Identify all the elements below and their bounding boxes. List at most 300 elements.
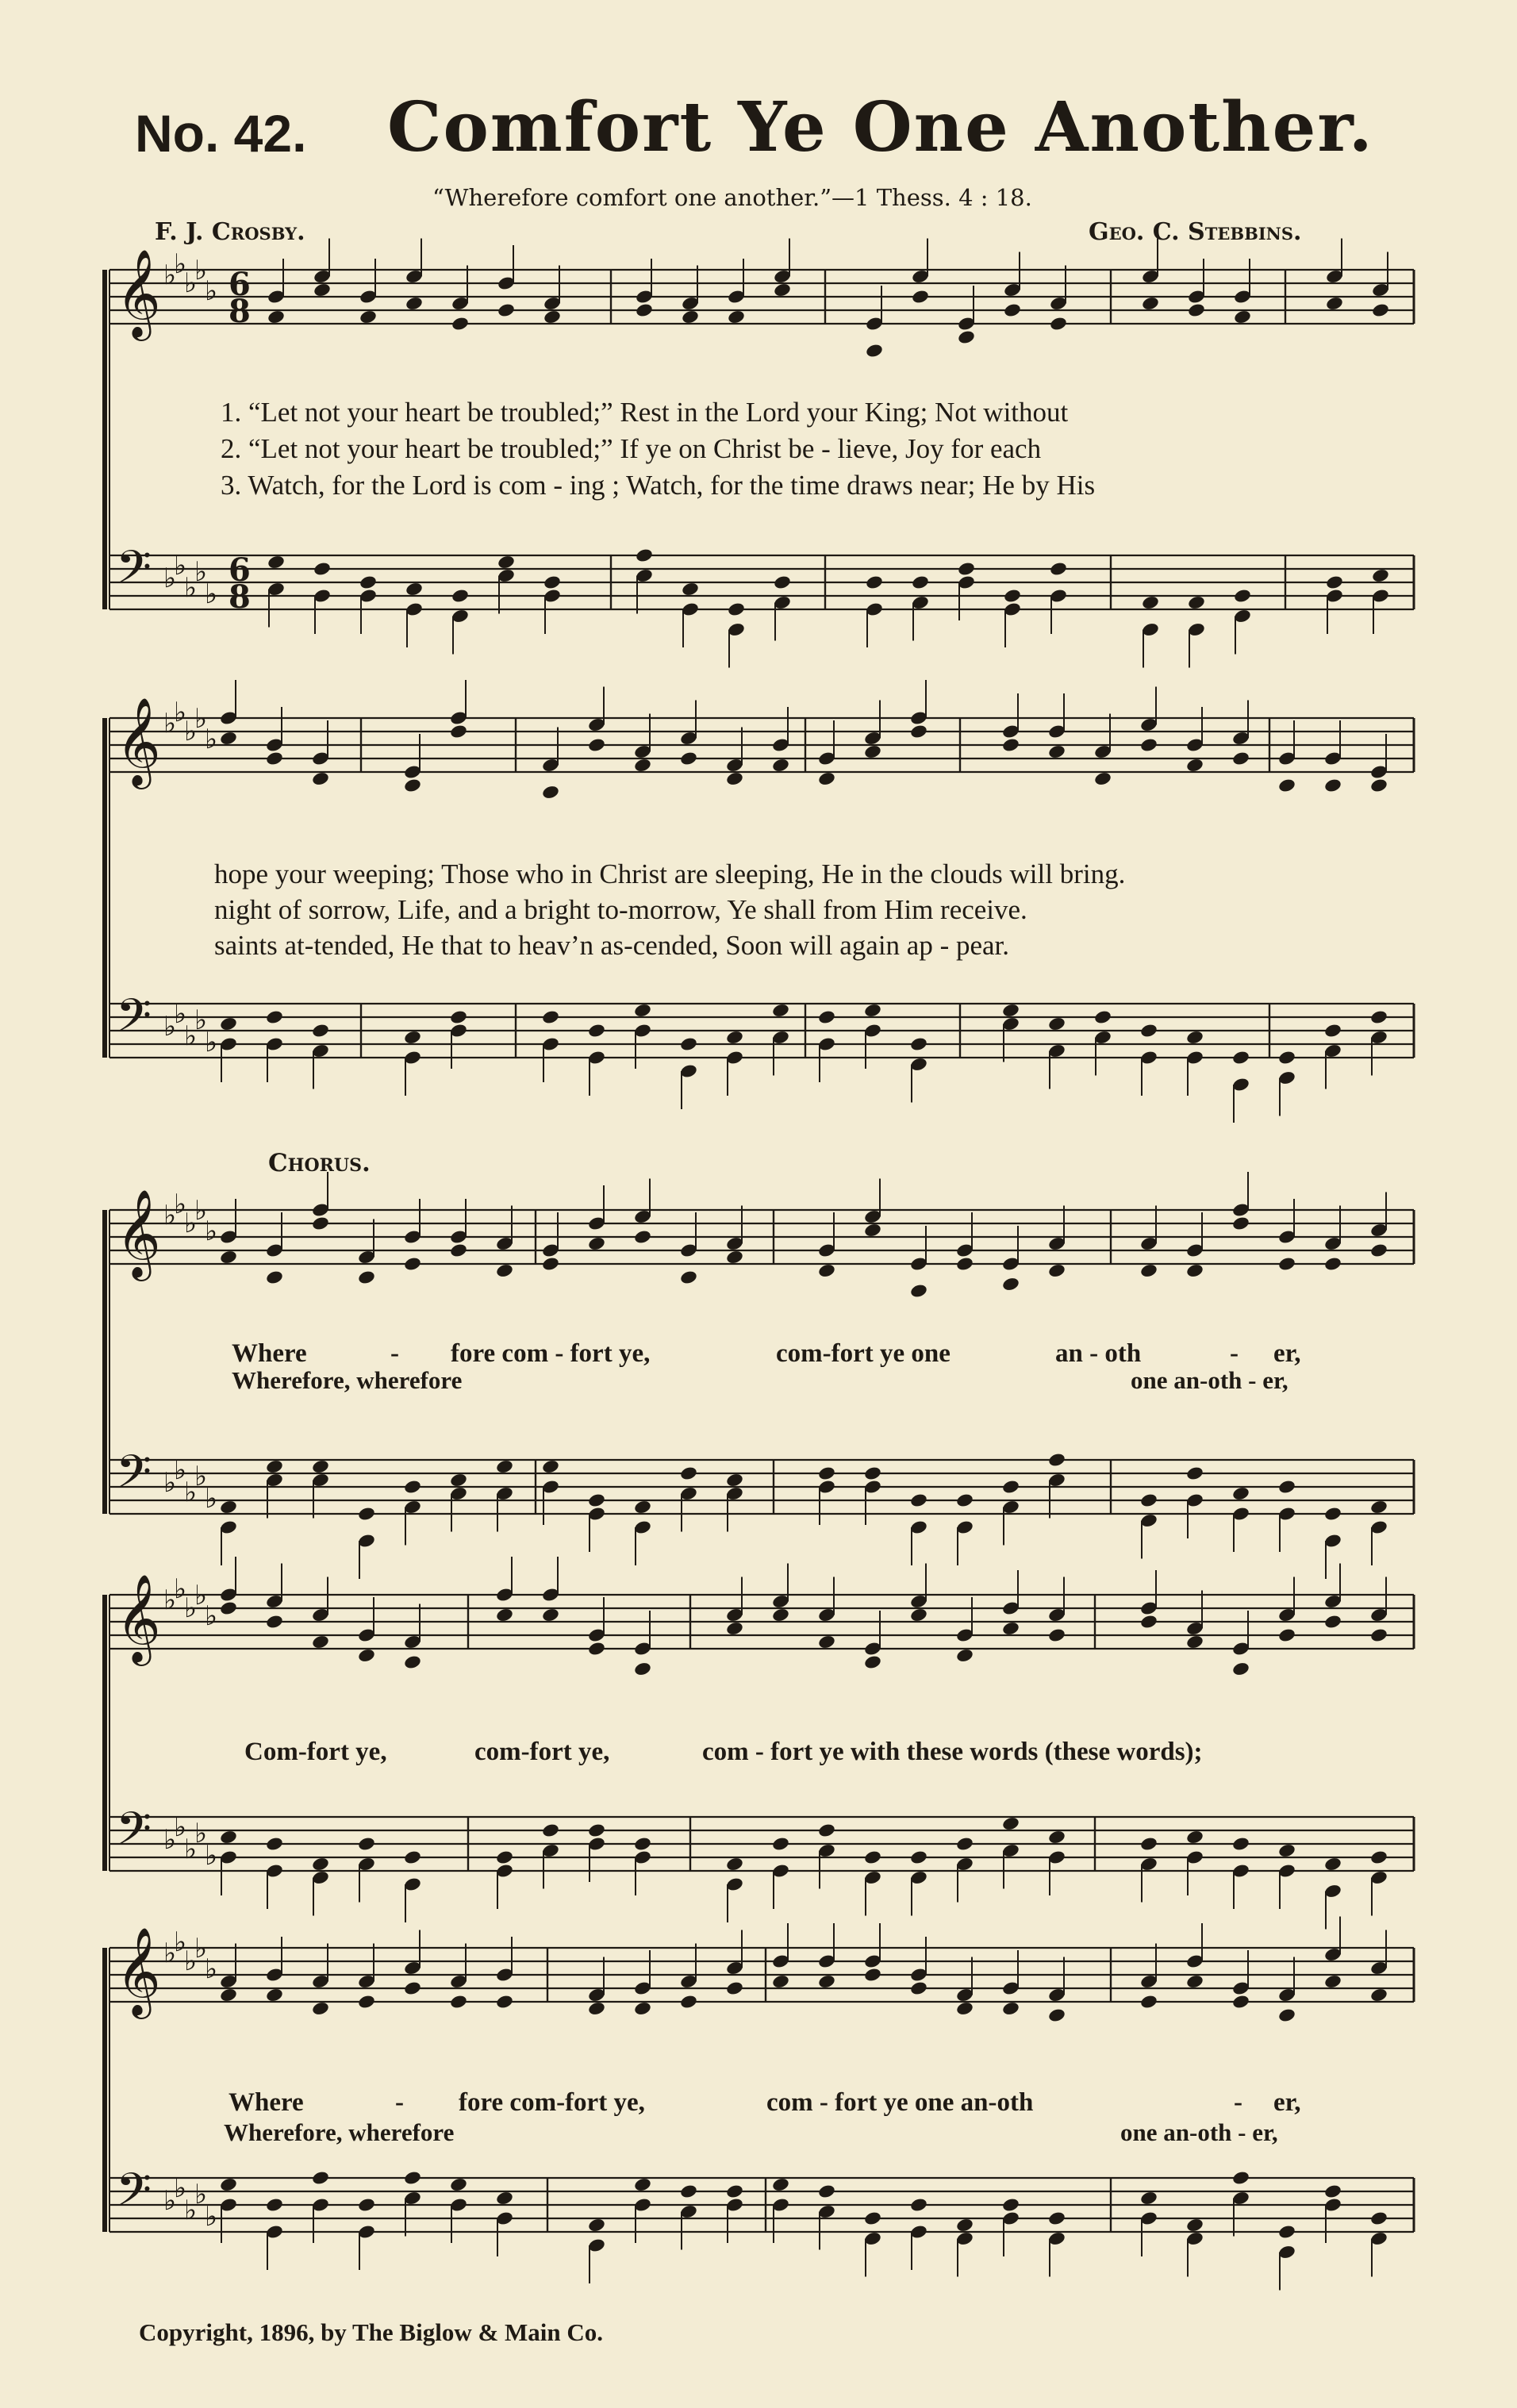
flat-sign: ♭ xyxy=(174,550,187,582)
note-head xyxy=(1323,1614,1342,1630)
flat-sign: ♭ xyxy=(184,1945,198,1977)
chorus-1-dash-2: - xyxy=(1230,1339,1239,1368)
note-head xyxy=(817,1974,836,1990)
note-head xyxy=(1141,595,1160,611)
note-head xyxy=(449,724,468,739)
note-head xyxy=(451,588,470,604)
note-head xyxy=(587,2001,606,2017)
flat-sign: ♭ xyxy=(205,1027,218,1058)
note-head xyxy=(313,282,332,298)
flat-sign: ♭ xyxy=(205,578,218,610)
note-head xyxy=(911,574,930,590)
chorus-1-er: er, xyxy=(1273,1339,1301,1368)
flat-sign: ♭ xyxy=(163,1200,177,1231)
note-head xyxy=(265,1269,284,1285)
note-head xyxy=(1047,1263,1066,1279)
note-head xyxy=(817,1634,836,1650)
verse-2-line-1: 2. “Let not your heart be troubled;” If ye on Christ be - lieve, Joy for each xyxy=(221,433,1042,464)
note-head xyxy=(1185,1830,1204,1845)
flat-sign: ♭ xyxy=(194,1004,208,1036)
chorus-1-fore-comfort: fore com - fort ye, xyxy=(451,1339,651,1368)
hymn-number: No. 42. xyxy=(135,104,307,163)
note-head xyxy=(1371,302,1390,318)
note-head xyxy=(357,1506,376,1522)
note-head xyxy=(1231,1994,1250,2010)
note-head xyxy=(1323,1023,1342,1039)
flat-sign: ♭ xyxy=(194,1195,208,1227)
flat-sign: ♭ xyxy=(194,703,208,735)
note-head xyxy=(1231,1050,1250,1066)
note-head xyxy=(679,1994,698,2010)
note-head xyxy=(909,1849,928,1865)
note-head xyxy=(817,771,836,787)
note-head xyxy=(725,1473,744,1488)
treble-clef: 𝄞 xyxy=(116,248,161,337)
note-head xyxy=(1185,758,1204,774)
verse-3-line-1: 3. Watch, for the Lord is com - ing ; Watch, for the time draws near; He by His xyxy=(221,470,1096,501)
note-head xyxy=(1277,1050,1296,1066)
treble-clef: 𝄞 xyxy=(116,1926,161,2015)
note-head xyxy=(265,2197,284,2213)
verse-2-line-2: night of sorrow, Life, and a bright to-morrow, Ye shall from Him receive. xyxy=(214,894,1027,925)
note-head xyxy=(681,309,700,325)
flat-sign: ♭ xyxy=(194,2179,208,2210)
note-head xyxy=(357,1994,376,2010)
note-head xyxy=(681,582,700,597)
note-head xyxy=(771,758,790,774)
note-head xyxy=(405,296,424,312)
hymn-title: Comfort Ye One Another. xyxy=(387,87,1374,167)
time-signature-bottom: 8 xyxy=(229,293,251,330)
chorus-3-word-where: Where xyxy=(229,2088,304,2117)
note-head xyxy=(541,1256,560,1272)
note-head xyxy=(1093,771,1112,787)
note-head xyxy=(957,329,976,345)
note-head xyxy=(587,1822,606,1838)
note-head xyxy=(1233,588,1252,604)
note-head xyxy=(635,547,654,563)
flat-sign: ♭ xyxy=(174,1811,187,1843)
note-head xyxy=(403,2170,422,2186)
note-head xyxy=(633,1500,652,1515)
note-head xyxy=(1233,309,1252,325)
note-head xyxy=(311,1634,330,1650)
note-head xyxy=(1323,778,1342,793)
flat-sign: ♭ xyxy=(205,275,218,307)
scripture-reference: “Wherefore comfort one another.”—1 Thess. 4 : 18. xyxy=(432,184,1032,211)
note-head xyxy=(909,1607,928,1623)
chorus-3-dash: - xyxy=(395,2088,404,2117)
note-head xyxy=(633,1661,652,1677)
flat-sign: ♭ xyxy=(163,563,177,594)
note-head xyxy=(543,574,562,590)
note-head xyxy=(909,1036,928,1052)
note-head xyxy=(725,1250,744,1265)
note-head xyxy=(403,1479,422,1495)
note-head xyxy=(863,744,882,760)
chorus-3-er: er, xyxy=(1273,2088,1301,2117)
flat-sign: ♭ xyxy=(194,255,208,286)
note-head xyxy=(1231,1836,1250,1852)
note-head xyxy=(1047,744,1066,760)
flat-sign: ♭ xyxy=(184,1020,198,1052)
flat-sign: ♭ xyxy=(174,1926,187,1958)
flat-sign: ♭ xyxy=(205,1483,218,1515)
note-head xyxy=(727,601,746,617)
note-head xyxy=(773,282,792,298)
note-head xyxy=(727,309,746,325)
chorus-1-alt-one-another: one an-oth - er, xyxy=(1131,1366,1288,1394)
note-head xyxy=(725,771,744,787)
note-head xyxy=(357,1648,376,1664)
note-head xyxy=(955,1256,974,1272)
flat-sign: ♭ xyxy=(194,1818,208,1849)
note-head xyxy=(1139,1836,1158,1852)
note-head xyxy=(1185,1974,1204,1990)
flat-sign: ♭ xyxy=(163,2185,177,2217)
note-head xyxy=(1185,1263,1204,1279)
note-head xyxy=(403,1030,422,1046)
note-head xyxy=(633,1003,652,1019)
flat-sign: ♭ xyxy=(163,1938,177,1969)
note-head xyxy=(265,751,284,766)
note-head xyxy=(679,2183,698,2199)
note-head xyxy=(1139,1023,1158,1039)
note-head xyxy=(1185,1465,1204,1481)
flat-sign: ♭ xyxy=(184,1592,198,1624)
flat-sign: ♭ xyxy=(174,998,187,1030)
note-head xyxy=(1369,1500,1388,1515)
note-head xyxy=(679,1269,698,1285)
note-head xyxy=(817,2183,836,2199)
chorus-3-comfort-ye-one: com - fort ye one an-oth xyxy=(766,2088,1034,2117)
note-head xyxy=(219,731,238,747)
note-head xyxy=(265,1459,284,1475)
chorus-3-dash-2: - xyxy=(1234,2088,1242,2117)
note-head xyxy=(1139,2191,1158,2206)
note-head xyxy=(1001,1003,1020,1019)
note-head xyxy=(449,1994,468,2010)
note-head xyxy=(1369,1987,1388,2003)
note-head xyxy=(587,2218,606,2233)
note-head xyxy=(633,2177,652,2193)
note-head xyxy=(771,2177,790,2193)
flat-sign: ♭ xyxy=(184,2195,198,2226)
note-head xyxy=(495,1607,514,1623)
note-head xyxy=(1139,737,1158,753)
note-head xyxy=(1047,2007,1066,2023)
note-head xyxy=(267,555,286,570)
chorus-1-alt-wherefore: Wherefore, wherefore xyxy=(232,1366,463,1394)
note-head xyxy=(403,1849,422,1865)
flat-sign: ♭ xyxy=(205,1840,218,1872)
note-head xyxy=(1231,1661,1250,1677)
flat-sign: ♭ xyxy=(194,556,208,588)
note-head xyxy=(449,1473,468,1488)
note-head xyxy=(863,1223,882,1239)
note-head xyxy=(587,1023,606,1039)
note-head xyxy=(1001,2197,1020,2213)
note-head xyxy=(543,309,562,325)
note-head xyxy=(1187,302,1206,318)
note-head xyxy=(449,2177,468,2193)
note-head xyxy=(1139,1492,1158,1508)
flat-sign: ♭ xyxy=(184,1834,198,1865)
note-head xyxy=(587,1236,606,1252)
chorus-1-comfort-ye-one: com-fort ye one xyxy=(776,1339,951,1368)
note-head xyxy=(863,1654,882,1670)
note-head xyxy=(1371,568,1390,584)
chorus-1-an-oth: an - oth xyxy=(1055,1339,1142,1368)
note-head xyxy=(495,1849,514,1865)
treble-clef: 𝄞 xyxy=(116,1573,161,1662)
note-head xyxy=(817,1465,836,1481)
note-head xyxy=(495,1263,514,1279)
note-head xyxy=(1369,2210,1388,2226)
flat-sign: ♭ xyxy=(174,2172,187,2204)
note-head xyxy=(1277,778,1296,793)
note-head xyxy=(679,751,698,766)
note-head xyxy=(587,1641,606,1657)
note-head xyxy=(633,1836,652,1852)
note-head xyxy=(1325,296,1344,312)
note-head xyxy=(1049,561,1068,577)
bass-clef: 𝄢 xyxy=(116,2163,152,2228)
note-head xyxy=(1047,2210,1066,2226)
note-head xyxy=(587,737,606,753)
note-head xyxy=(679,1036,698,1052)
author-credit: F. J. Crosby. xyxy=(155,218,305,246)
note-head xyxy=(311,1459,330,1475)
note-head xyxy=(1185,1030,1204,1046)
note-head xyxy=(1369,778,1388,793)
note-head xyxy=(1139,1614,1158,1630)
treble-clef: 𝄞 xyxy=(116,1189,161,1277)
note-head xyxy=(541,1822,560,1838)
flat-sign: ♭ xyxy=(184,572,198,604)
bass-clef: 𝄢 xyxy=(116,540,152,605)
note-head xyxy=(1231,2170,1250,2186)
note-head xyxy=(865,574,884,590)
flat-sign: ♭ xyxy=(194,1461,208,1492)
note-head xyxy=(265,1836,284,1852)
note-head xyxy=(1277,1627,1296,1643)
note-head xyxy=(1139,1994,1158,2010)
chorus-2-comfort-ye-b: com-fort ye, xyxy=(474,1738,610,1766)
flat-sign: ♭ xyxy=(205,1600,218,1632)
chorus-1-word-where: Where xyxy=(232,1339,307,1368)
flat-sign: ♭ xyxy=(205,1953,218,1985)
note-head xyxy=(1277,1843,1296,1859)
note-head xyxy=(1047,1627,1066,1643)
time-signature-bottom: 8 xyxy=(229,578,251,616)
note-head xyxy=(817,1822,836,1838)
note-head xyxy=(587,1492,606,1508)
bass-clef: 𝄢 xyxy=(116,989,152,1054)
bass-clef: 𝄢 xyxy=(116,1802,152,1867)
note-head xyxy=(909,724,928,739)
flat-sign: ♭ xyxy=(163,1584,177,1616)
note-head xyxy=(219,1016,238,1032)
bass-clef: 𝄢 xyxy=(116,1445,152,1510)
note-head xyxy=(725,1030,744,1046)
note-head xyxy=(451,316,470,332)
flat-sign: ♭ xyxy=(184,267,198,299)
chorus-2-comfort-ye-a: Com-fort ye, xyxy=(244,1738,387,1766)
note-head xyxy=(863,1003,882,1019)
note-head xyxy=(863,1967,882,1983)
note-head xyxy=(311,1216,330,1231)
note-head xyxy=(1001,1816,1020,1832)
note-head xyxy=(1003,588,1022,604)
flat-sign: ♭ xyxy=(174,1573,187,1605)
flat-sign: ♭ xyxy=(163,708,177,739)
note-head xyxy=(359,574,378,590)
chorus-1-dash: - xyxy=(390,1339,399,1368)
chorus-3-fore-comfort: fore com-fort ye, xyxy=(459,2088,645,2117)
note-head xyxy=(1325,574,1344,590)
note-head xyxy=(773,574,792,590)
note-head xyxy=(267,309,286,325)
flat-sign: ♭ xyxy=(163,259,177,291)
note-head xyxy=(311,771,330,787)
note-head xyxy=(1139,1263,1158,1279)
flat-sign: ♭ xyxy=(174,697,187,728)
note-head xyxy=(541,785,560,801)
note-head xyxy=(541,1607,560,1623)
note-head xyxy=(357,2197,376,2213)
note-head xyxy=(357,1836,376,1852)
note-head xyxy=(955,2001,974,2017)
note-head xyxy=(219,1250,238,1265)
note-head xyxy=(1185,1634,1204,1650)
note-head xyxy=(265,1987,284,2003)
note-head xyxy=(219,2177,238,2193)
note-head xyxy=(403,1980,422,1996)
note-head xyxy=(541,1459,560,1475)
note-head xyxy=(725,1621,744,1637)
note-head xyxy=(311,1023,330,1039)
copyright-notice: Copyright, 1896, by The Biglow & Main Co. xyxy=(139,2318,604,2346)
note-head xyxy=(679,1465,698,1481)
note-head xyxy=(957,561,976,577)
note-head xyxy=(357,1269,376,1285)
note-head xyxy=(495,1994,514,2010)
note-head xyxy=(1323,1506,1342,1522)
note-head xyxy=(909,2197,928,2213)
note-head xyxy=(1047,1830,1066,1845)
composer-credit: Geo. C. Stebbins. xyxy=(1089,218,1302,246)
note-head xyxy=(495,2191,514,2206)
note-head xyxy=(449,1242,468,1258)
note-head xyxy=(1093,1009,1112,1025)
flat-sign: ♭ xyxy=(174,248,187,280)
flat-sign: ♭ xyxy=(194,1933,208,1964)
flat-sign: ♭ xyxy=(205,724,218,755)
note-head xyxy=(1369,1849,1388,1865)
note-head xyxy=(219,1500,238,1515)
note-head xyxy=(1369,1627,1388,1643)
note-head xyxy=(771,1607,790,1623)
note-head xyxy=(863,1465,882,1481)
note-head xyxy=(311,1857,330,1872)
note-head xyxy=(771,1836,790,1852)
note-head xyxy=(1001,1277,1020,1292)
verse-1-line-2: hope your weeping; Those who in Christ are sleeping, He in the clouds will bring. xyxy=(214,858,1126,889)
note-head xyxy=(955,2218,974,2233)
flat-sign: ♭ xyxy=(205,2201,218,2233)
note-head xyxy=(1277,1256,1296,1272)
note-head xyxy=(265,1009,284,1025)
note-head xyxy=(865,343,884,359)
note-head xyxy=(1187,595,1206,611)
note-head xyxy=(633,758,652,774)
flat-sign: ♭ xyxy=(174,1189,187,1220)
note-head xyxy=(1185,2218,1204,2233)
note-head xyxy=(219,1830,238,1845)
note-head xyxy=(1047,1452,1066,1468)
note-head xyxy=(863,2210,882,2226)
verse-3-line-2: saints at-tended, He that to heav’n as-cended, Soon will again ap - pear. xyxy=(214,930,1010,961)
note-head xyxy=(1277,2224,1296,2240)
note-head xyxy=(1141,296,1160,312)
note-head xyxy=(1001,2001,1020,2017)
note-head xyxy=(863,1849,882,1865)
note-head xyxy=(911,289,930,305)
flat-sign: ♭ xyxy=(194,1580,208,1611)
note-head xyxy=(909,1283,928,1299)
note-head xyxy=(403,778,422,793)
note-head xyxy=(771,1974,790,1990)
note-head xyxy=(633,2001,652,2017)
note-head xyxy=(771,1003,790,1019)
note-head xyxy=(635,302,654,318)
note-head xyxy=(817,1263,836,1279)
note-head xyxy=(449,1009,468,1025)
note-head xyxy=(497,302,516,318)
note-head xyxy=(495,1459,514,1475)
time-signature-top: 6 xyxy=(229,551,251,589)
note-head xyxy=(359,309,378,325)
flat-sign: ♭ xyxy=(174,1454,187,1486)
note-head xyxy=(1323,1974,1342,1990)
note-head xyxy=(909,1980,928,1996)
note-head xyxy=(405,582,424,597)
note-head xyxy=(725,1980,744,1996)
note-head xyxy=(1277,1479,1296,1495)
flat-sign: ♭ xyxy=(163,1011,177,1043)
note-head xyxy=(541,1009,560,1025)
note-head xyxy=(403,1654,422,1670)
treble-clef: 𝄞 xyxy=(116,697,161,785)
chorus-heading: Chorus. xyxy=(268,1149,371,1177)
note-head xyxy=(1231,1216,1250,1231)
note-head xyxy=(817,1009,836,1025)
note-head xyxy=(955,1648,974,1664)
note-head xyxy=(955,1492,974,1508)
note-head xyxy=(1369,1009,1388,1025)
note-head xyxy=(1231,751,1250,766)
note-head xyxy=(265,1614,284,1630)
note-head xyxy=(725,2183,744,2199)
flat-sign: ♭ xyxy=(163,1467,177,1499)
flat-sign: ♭ xyxy=(184,1208,198,1239)
note-head xyxy=(1277,2007,1296,2023)
note-head xyxy=(1001,1621,1020,1637)
note-head xyxy=(311,2001,330,2017)
chorus-2-comfort-with-these-words: com - fort ye with these words (these words); xyxy=(702,1738,1203,1766)
note-head xyxy=(909,1492,928,1508)
